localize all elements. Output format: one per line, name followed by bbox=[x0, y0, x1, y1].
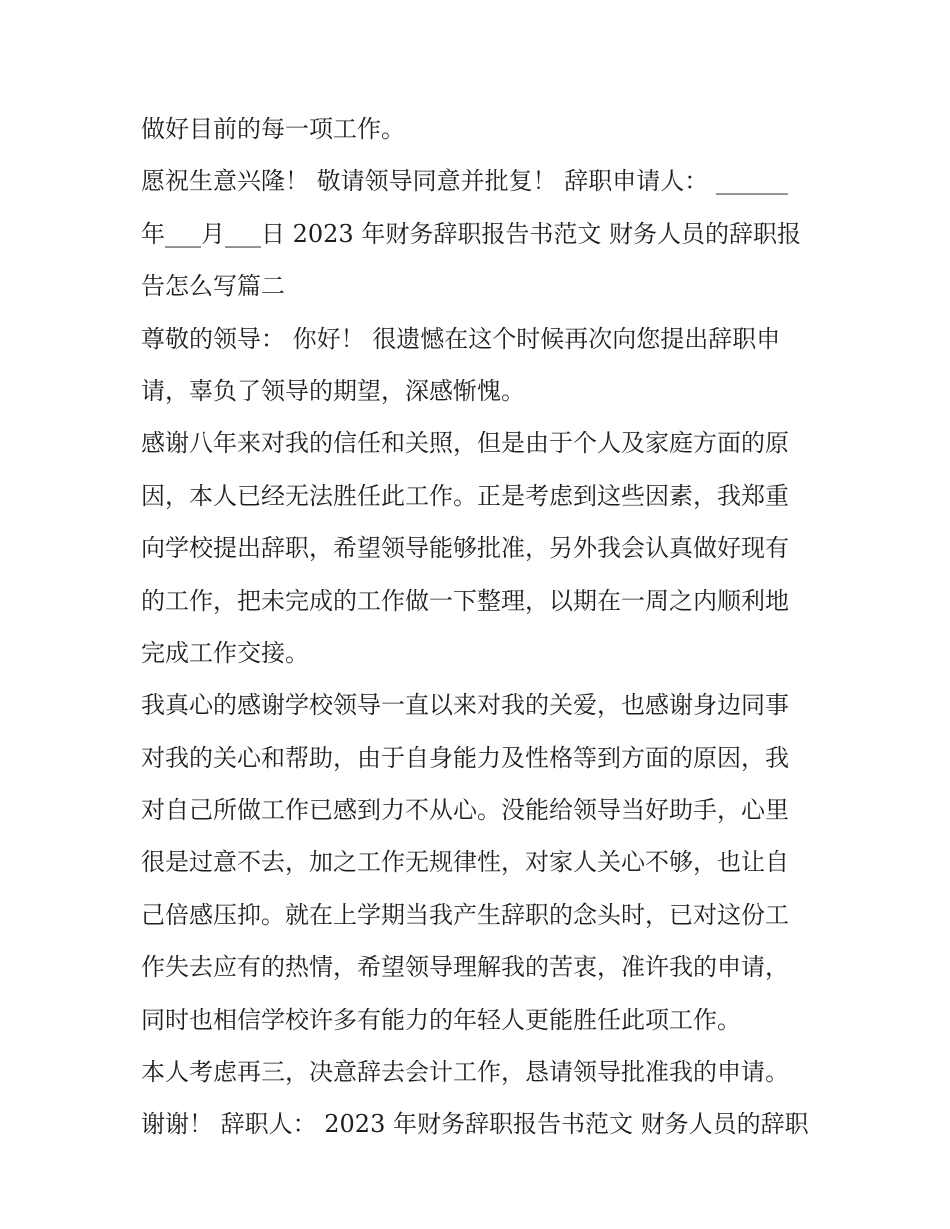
text-line: 向学校提出辞职，希望领导能够批准，另外我会认真做好现有 bbox=[141, 534, 789, 563]
text-line: 对我的关心和帮助，由于自身能力及性格等到方面的原因，我 bbox=[141, 743, 789, 772]
text-line: 因，本人已经无法胜任此工作。正是考虑到这些因素，我郑重 bbox=[141, 481, 789, 510]
text-line: 谢谢！ 辞职人： 2023 年财务辞职报告书范文 财务人员的辞职 bbox=[141, 1110, 809, 1139]
text-line: 本人考虑再三，决意辞去会计工作，恳请领导批准我的申请。 bbox=[141, 1058, 789, 1087]
text-line: 同时也相信学校许多有能力的年轻人更能胜任此项工作。 bbox=[141, 1005, 741, 1034]
text-line: 尊敬的领导： 你好！ 很遗憾在这个时候再次向您提出辞职申 bbox=[141, 324, 781, 353]
text-line: 作失去应有的热情，希望领导理解我的苦衷，准许我的申请， bbox=[141, 953, 789, 982]
text-line: 请，辜负了领导的期望，深感惭愧。 bbox=[141, 376, 525, 405]
text-line: 愿祝生意兴隆！ 敬请领导同意并批复！ 辞职申请人： ______ bbox=[141, 167, 788, 196]
text-line: 感谢八年来对我的信任和关照，但是由于个人及家庭方面的原 bbox=[141, 429, 789, 458]
text-line: 我真心的感谢学校领导一直以来对我的关爱，也感谢身边同事 bbox=[141, 691, 789, 720]
text-line: 对自己所做工作已感到力不从心。没能给领导当好助手，心里 bbox=[141, 796, 789, 825]
text-line: 己倍感压抑。就在上学期当我产生辞职的念头时，已对这份工 bbox=[141, 900, 789, 929]
text-line: 的工作，把未完成的工作做一下整理，以期在一周之内顺利地 bbox=[141, 586, 789, 615]
document-body bbox=[141, 109, 813, 1157]
text-line: 告怎么写篇二 bbox=[141, 272, 285, 301]
text-line: 年___月___日 2023 年财务辞职报告书范文 财务人员的辞职报 bbox=[141, 219, 801, 248]
text-line: 做好目前的每一项工作。 bbox=[141, 115, 405, 143]
text-line: 很是过意不去，加之工作无规律性，对家人关心不够，也让自 bbox=[141, 848, 789, 877]
text-line: 完成工作交接。 bbox=[141, 638, 309, 667]
